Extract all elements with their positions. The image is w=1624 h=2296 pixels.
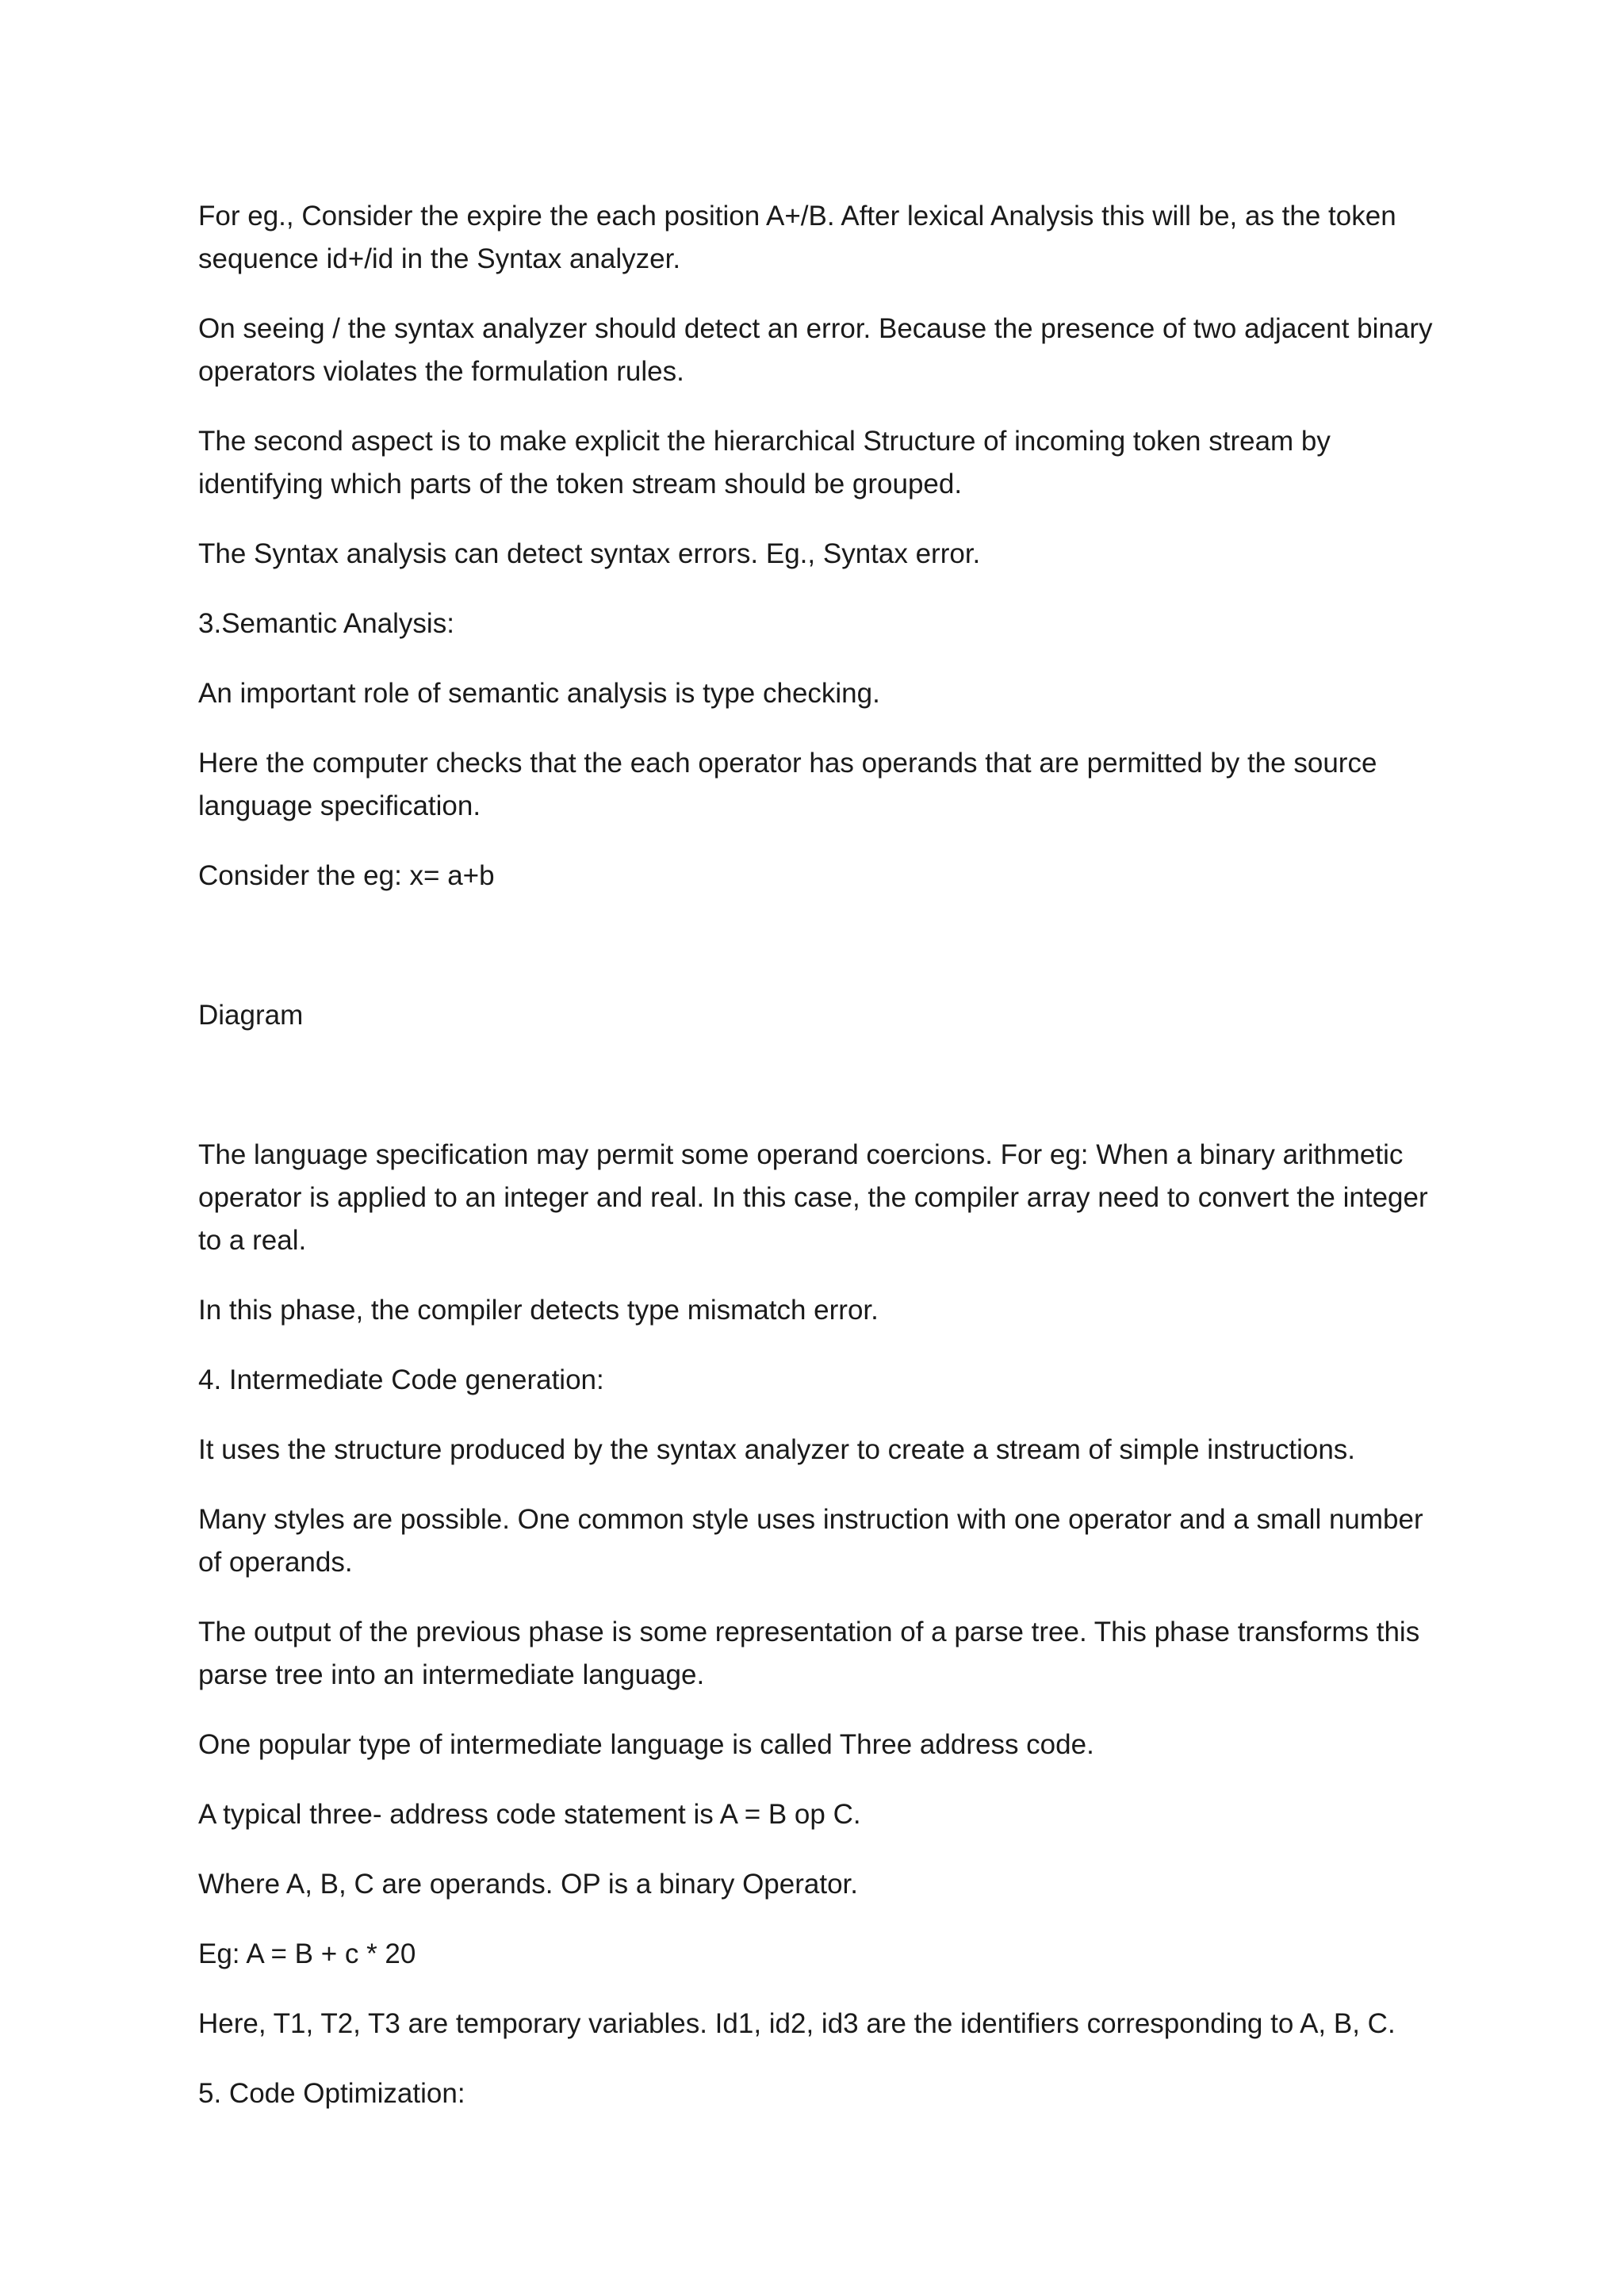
paragraph-temporary-variables: Here, T1, T2, T3 are temporary variables. Id1, id2, id3 are the identifiers corresponding to A, B, C. <box>198 2008 1396 2039</box>
heading-code-optimization: 5. Code Optimization: <box>198 2078 465 2109</box>
paragraph-hierarchical-structure: The second aspect is to make explicit the hierarchical Structure of incoming token stream by identifying which parts of the token stream should be grouped. <box>198 426 1331 499</box>
paragraph-instruction-styles: Many styles are possible. One common style uses instruction with one operator and a small number of operands. <box>198 1504 1423 1578</box>
paragraph-example-statement: Eg: A = B + c * 20 <box>198 1938 416 1969</box>
paragraph-type-mismatch: In this phase, the compiler detects type mismatch error. <box>198 1295 879 1326</box>
paragraph-operand-coercions: The language specification may permit some operand coercions. For eg: When a binary arithmetic operator is applied to an integer and real. In this case, the compiler array need to convert the integer to a real. <box>198 1139 1428 1256</box>
paragraph-simple-instructions: It uses the structure produced by the syntax analyzer to create a stream of simple instructions. <box>198 1434 1356 1465</box>
heading-intermediate-code: 4. Intermediate Code generation: <box>198 1364 604 1395</box>
paragraph-syntax-error-detection: On seeing / the syntax analyzer should detect an error. Because the presence of two adjacent binary operators violates the formulation rules. <box>198 313 1433 387</box>
paragraph-typical-statement: A typical three- address code statement is A = B op C. <box>198 1799 861 1830</box>
paragraph-parse-tree: The output of the previous phase is some representation of a parse tree. This phase transforms this parse tree into an intermediate language. <box>198 1617 1420 1690</box>
paragraph-syntax-errors: The Syntax analysis can detect syntax errors. Eg., Syntax error. <box>198 538 981 569</box>
paragraph-operands-definition: Where A, B, C are operands. OP is a binary Operator. <box>198 1869 858 1900</box>
paragraph-syntax-example: For eg., Consider the expire the each position A+/B. After lexical Analysis this will be, as the token sequence id+/id in the Syntax analyzer. <box>198 201 1396 274</box>
heading-semantic-analysis: 3.Semantic Analysis: <box>198 608 454 639</box>
paragraph-three-address-code: One popular type of intermediate language is called Three address code. <box>198 1729 1094 1760</box>
paragraph-operand-check: Here the computer checks that the each operator has operands that are permitted by the source language specification. <box>198 748 1377 821</box>
paragraph-type-checking: An important role of semantic analysis is type checking. <box>198 678 880 709</box>
diagram-placeholder: Diagram <box>198 1000 304 1031</box>
paragraph-example-expression: Consider the eg: x= a+b <box>198 860 495 891</box>
